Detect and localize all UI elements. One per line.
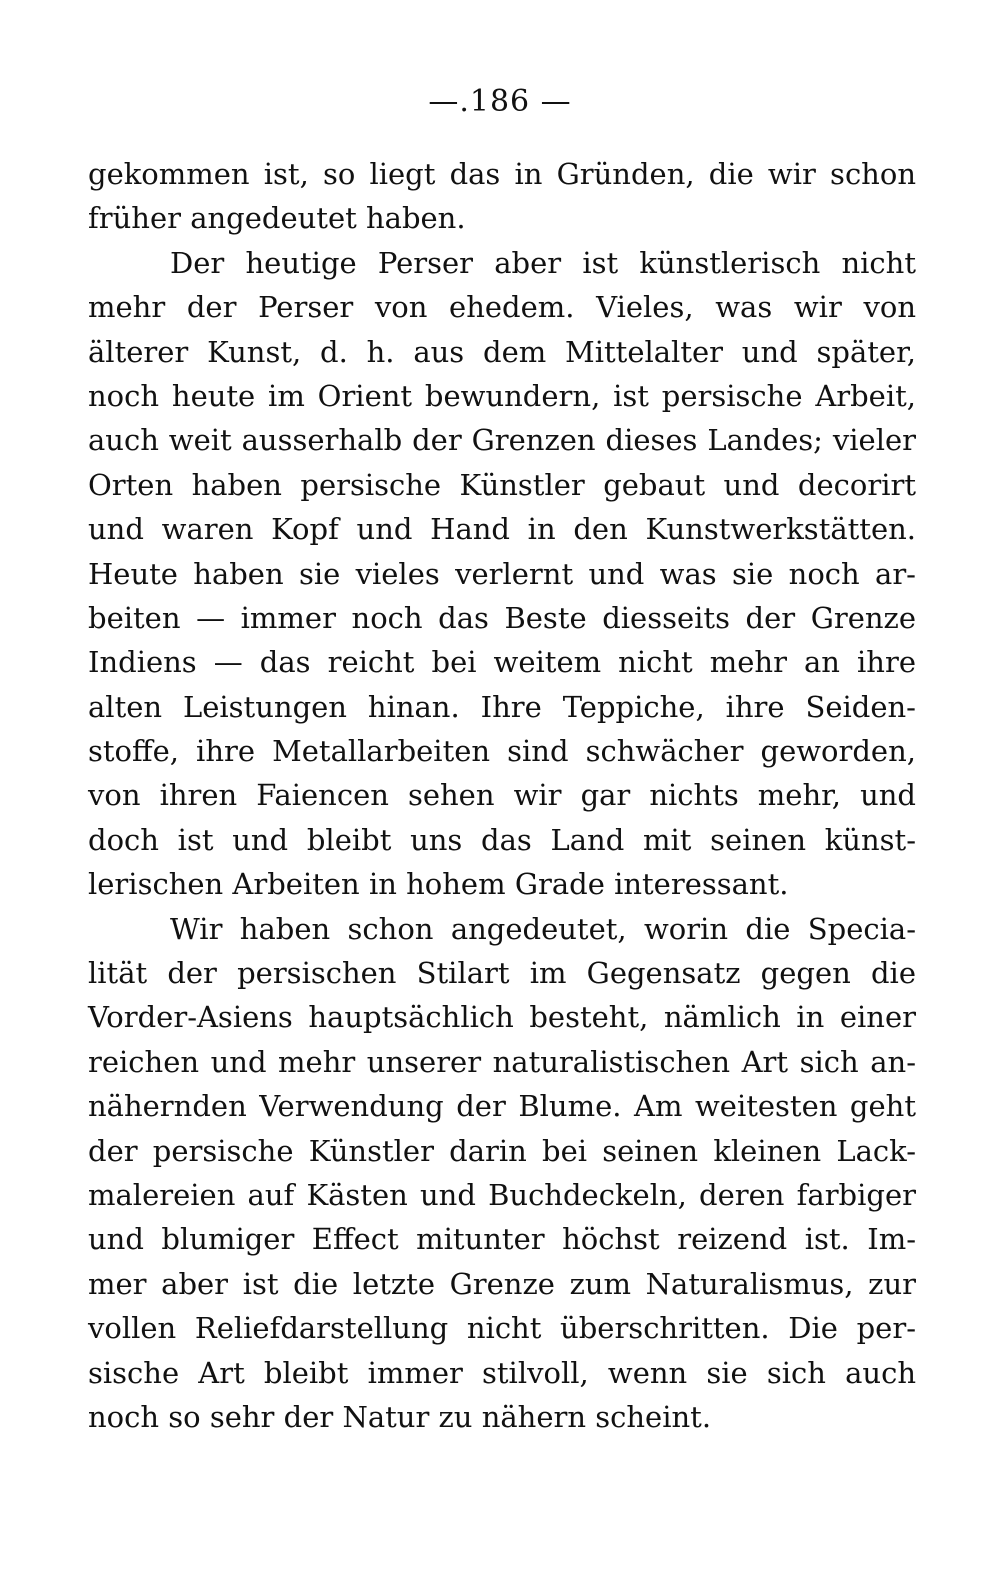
text-line: nähernden Verwendung der Blume. Am weitesten geht xyxy=(88,1089,916,1124)
text-line: stoffe, ihre Metallarbeiten sind schwächer geworden, xyxy=(88,734,916,769)
text-line: von ihren Faiencen sehen wir gar nichts mehr, und xyxy=(88,778,916,813)
text-line: reichen und mehr unserer naturalistischen Art sich an- xyxy=(88,1044,916,1079)
text-line: früher angedeutet haben. xyxy=(88,201,466,236)
text-line: älterer Kunst, d. h. aus dem Mittelalter und später, xyxy=(88,334,916,369)
text-line: und blumiger Effect mitunter höchst reizend ist. Im- xyxy=(88,1222,916,1257)
text-line: Orten haben persische Künstler gebaut und decorirt xyxy=(88,467,916,502)
text-line: alten Leistungen hinan. Ihre Teppiche, ihre Seiden- xyxy=(88,689,916,724)
text-line: malereien auf Kästen und Buchdeckeln, deren farbiger xyxy=(88,1177,916,1212)
text-line: beiten — immer noch das Beste diesseits der Grenze xyxy=(88,600,916,635)
page-number: —.186 — xyxy=(428,84,572,119)
text-line: noch so sehr der Natur zu nähern scheint. xyxy=(88,1399,712,1434)
text-line: der persische Künstler darin bei seinen kleinen Lack- xyxy=(88,1133,916,1168)
text-line: vollen Reliefdarstellung nicht überschritten. Die per- xyxy=(88,1311,916,1346)
text-line: lerischen Arbeiten in hohem Grade interessant. xyxy=(88,867,789,902)
text-line: Der heutige Perser aber ist künstlerisch nicht xyxy=(170,245,916,280)
text-line: Heute haben sie vieles verlernt und was sie noch ar- xyxy=(88,556,916,591)
text-line: gekommen ist, so liegt das in Gründen, die wir schon xyxy=(88,157,916,191)
text-line: noch heute im Orient bewundern, ist persische Arbeit, xyxy=(88,378,916,413)
text-line: und waren Kopf und Hand in den Kunstwerkstätten. xyxy=(88,512,916,547)
text-line: Wir haben schon angedeutet, worin die Specia- xyxy=(170,911,916,946)
text-line: Vorder-Asiens hauptsächlich besteht, nämlich in einer xyxy=(88,1000,916,1035)
text-line: doch ist und bleibt uns das Land mit seinen künst- xyxy=(88,822,916,857)
text-line: mer aber ist die letzte Grenze zum Naturalismus, zur xyxy=(88,1266,916,1301)
text-line: auch weit ausserhalb der Grenzen dieses Landes; vieler xyxy=(88,423,916,458)
body-text xyxy=(88,152,916,1439)
text-line: mehr der Perser von ehedem. Vieles, was wir von xyxy=(88,290,916,325)
text-line: lität der persischen Stilart im Gegensatz gegen die xyxy=(88,956,916,991)
text-line: Indiens — das reicht bei weitem nicht mehr an ihre xyxy=(88,645,916,680)
text-line: sische Art bleibt immer stilvoll, wenn sie sich auch xyxy=(88,1355,916,1390)
